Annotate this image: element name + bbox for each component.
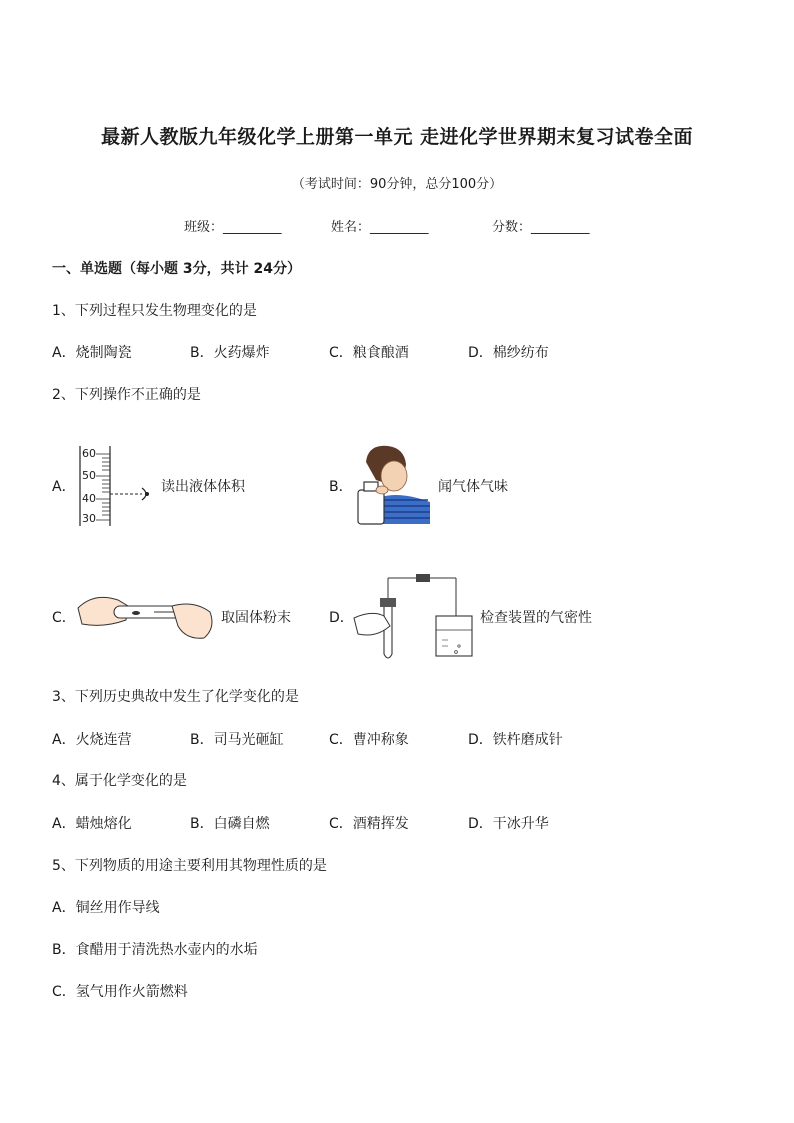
- airtightness-check-illustration: [350, 570, 478, 662]
- q5-option-b[interactable]: B．食醋用于清洗热水壶内的水垢: [52, 942, 258, 958]
- exam-subtitle: （考试时间：90分钟，总分100分）: [291, 177, 503, 192]
- q1-option-a[interactable]: A．烧制陶瓷: [52, 345, 132, 361]
- q3-option-b[interactable]: B．司马光砸缸: [190, 732, 284, 748]
- q2-option-a-caption: 读出液体体积: [161, 479, 245, 495]
- q2-option-b-letter[interactable]: B．: [329, 479, 353, 495]
- tick-label-40: 40: [82, 492, 96, 505]
- q3-option-c[interactable]: C．曹冲称象: [329, 732, 409, 748]
- question-5-stem: 5、下列物质的用途主要利用其物理性质的是: [52, 858, 327, 874]
- q1-option-b[interactable]: B．火药爆炸: [190, 345, 270, 361]
- q5-option-c[interactable]: C．氢气用作火箭燃料: [52, 984, 188, 1000]
- question-4-stem: 4、属于化学变化的是: [52, 773, 187, 789]
- name-field[interactable]: 姓名：_________: [331, 220, 429, 235]
- tick-label-60: 60: [82, 447, 96, 460]
- q2-option-d-caption: 检查装置的气密性: [480, 610, 592, 626]
- taking-solid-powder-illustration: [74, 584, 224, 648]
- q4-option-c[interactable]: C．酒精挥发: [329, 816, 409, 832]
- q2-option-c-caption: 取固体粉末: [221, 610, 291, 626]
- q2-option-a-letter[interactable]: A．: [52, 479, 76, 495]
- q2-option-c-letter[interactable]: C．: [52, 610, 76, 626]
- q4-option-d[interactable]: D．干冰升华: [468, 816, 549, 832]
- question-3-stem: 3、下列历史典故中发生了化学变化的是: [52, 689, 299, 705]
- score-field[interactable]: 分数：_________: [492, 220, 590, 235]
- question-1-stem: 1、下列过程只发生物理变化的是: [52, 303, 257, 319]
- q2-option-b-caption: 闻气体气味: [438, 479, 508, 495]
- smelling-gas-illustration: [352, 440, 432, 528]
- q3-option-a[interactable]: A．火烧连营: [52, 732, 132, 748]
- tick-label-50: 50: [82, 469, 96, 482]
- page-title: 最新人教版九年级化学上册第一单元 走进化学世界期末复习试卷全面: [100, 126, 694, 148]
- class-field[interactable]: 班级：_________: [184, 220, 282, 235]
- q2-option-d-letter[interactable]: D．: [329, 610, 354, 626]
- q1-option-c[interactable]: C．粮食酿酒: [329, 345, 409, 361]
- q4-option-a[interactable]: A．蜡烛熔化: [52, 816, 132, 832]
- q5-option-a[interactable]: A．铜丝用作导线: [52, 900, 160, 916]
- tick-label-30: 30: [82, 512, 96, 525]
- q1-option-d[interactable]: D．棉纱纺布: [468, 345, 549, 361]
- section-heading: 一、单选题（每小题 3分，共计 24分）: [52, 261, 301, 277]
- q3-option-d[interactable]: D．铁杵磨成针: [468, 732, 563, 748]
- question-2-stem: 2、下列操作不正确的是: [52, 387, 201, 403]
- q4-option-b[interactable]: B．白磷自燃: [190, 816, 270, 832]
